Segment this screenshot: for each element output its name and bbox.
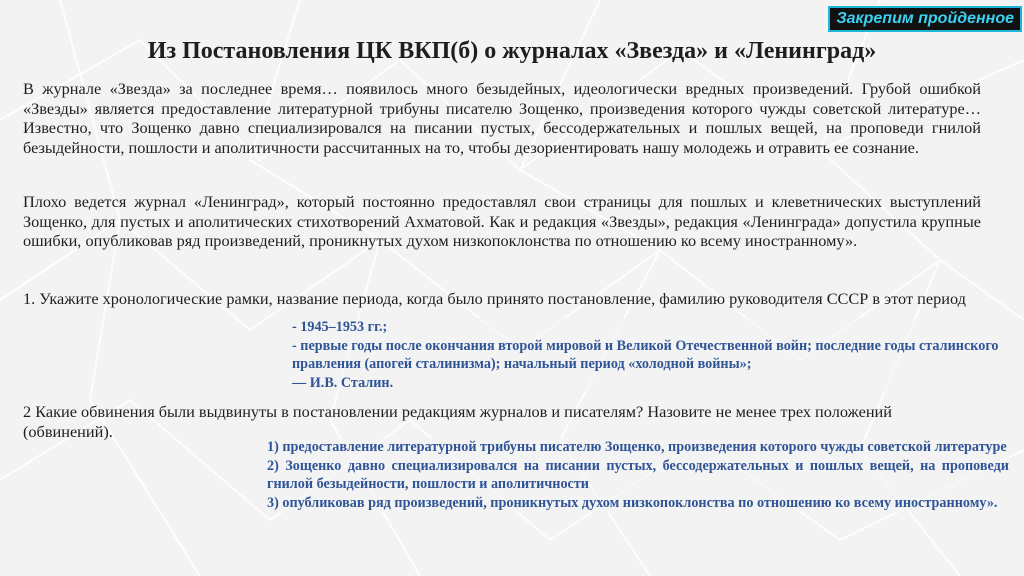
answer-2-item: 2) Зощенко давно специализировался на писании пустых, бессодержательных и пошлых вещей, на проповеди гнилой безыдейности, пошлости и аполитичности <box>267 457 1009 493</box>
answer-1-item: - первые годы после окончания второй мировой и Великой Отечественной войн; последние годы сталинского правления (апогей сталинизма); начальный период «холодной войны»; <box>292 337 999 373</box>
answer-1-item: — И.В. Сталин. <box>292 374 394 391</box>
answer-2-item: 1) предоставление литературной трибуны писателю Зощенко, произведения которого чужды советской литературе <box>267 439 1007 455</box>
answer-2-list <box>267 438 1009 512</box>
quote-paragraph-leningrad: Плохо ведется журнал «Ленинград», который постоянно предоставлял свои страницы для пошлых и клеветнических выступлений Зощенко, для пустых и аполитических стихотворений Ахматовой. Как и редакция «Звезды», редакция «Ленинграда» допустила крупные ошибки, опубликовав ряд произведений, проникнутых духом низкопоклонства по отношению ко всему иностранному». <box>23 192 981 251</box>
quote-paragraph-zvezda: В журнале «Звезда» за последнее время… появилось много безыдейных, идеологически вредных произведений. Грубой ошибкой «Звезды» является предоставление литературной трибуны писателю Зощенко, произведения которого чужды советской литературе… Известно, что Зощенко давно специализировался на писании пустых, бессодержательных и пошлых вещей, на проповеди гнилой безыдейности, пошлости и аполитичности рассчитанных на то, чтобы дезориентировать нашу молодежь и отравить ее сознание. <box>23 79 981 157</box>
section-badge: Закрепим пройденное <box>828 6 1022 32</box>
question-1: 1. Укажите хронологические рамки, название периода, когда было принято постановление, фамилию руководителя СССР в этот период <box>23 289 966 308</box>
answer-1-list <box>292 318 1012 392</box>
answer-2-item: 3) опубликовав ряд произведений, проникнутых духом низкопоклонства по отношению ко всему иностранному». <box>267 494 998 511</box>
page-title: Из Постановления ЦК ВКП(б) о журналах «Звезда» и «Ленинград» <box>147 38 877 64</box>
question-2: 2 Какие обвинения были выдвинуты в постановлении редакциям журналов и писателям? Назовите не менее трех положений (обвинений). <box>23 402 892 441</box>
answer-1-item: - 1945–1953 гг.; <box>292 319 388 335</box>
